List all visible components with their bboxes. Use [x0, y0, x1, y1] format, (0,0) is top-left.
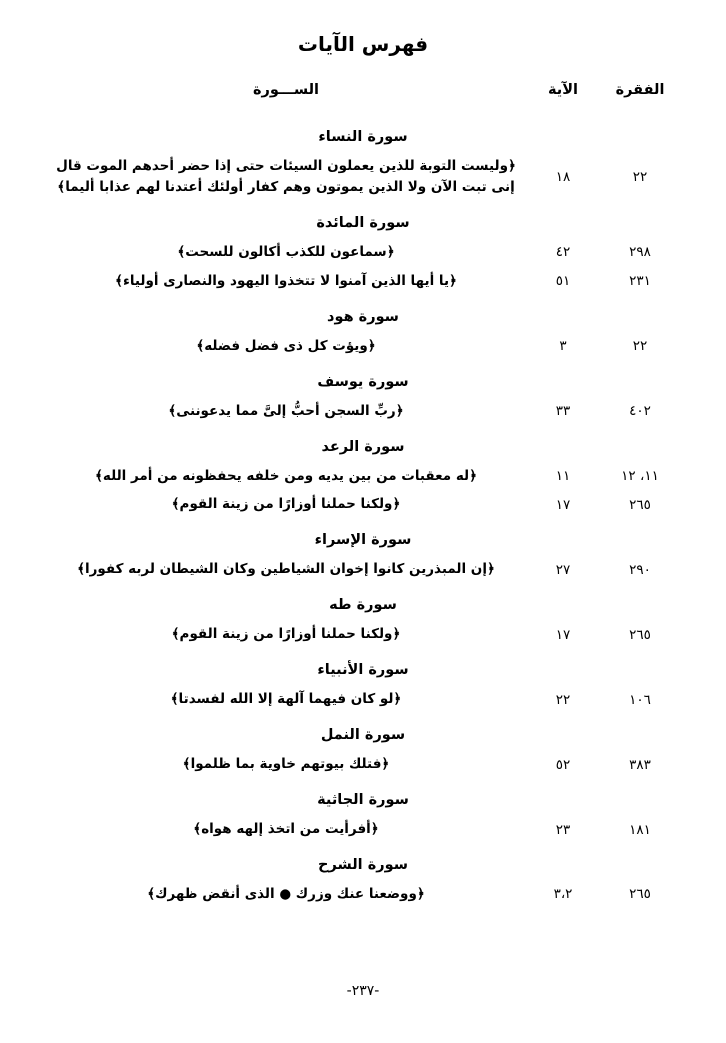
verse-text: ﴿له معقبات من بين يديه ومن خلفه يحفظونه من أمر الله﴾	[95, 467, 477, 484]
table-header-row	[40, 82, 686, 116]
table-row	[40, 238, 686, 267]
sura-heading: سورة يوسف	[317, 373, 409, 390]
sura-heading-row	[40, 296, 686, 332]
aya-number: ١٧	[555, 496, 571, 513]
sura-heading: سورة هود	[327, 308, 399, 325]
page-number: -٢٣٧-	[346, 983, 380, 999]
aya-number: ١١	[555, 467, 571, 484]
aya-number: ٥١	[555, 273, 571, 290]
aya-number: ٥٢	[555, 756, 571, 773]
paragraph-number: ٢٦٥	[629, 626, 651, 643]
table-row	[40, 685, 686, 714]
sura-heading: سورة الشرح	[318, 856, 408, 873]
sura-heading-row	[40, 844, 686, 880]
paragraph-number: ١٨١	[629, 821, 651, 838]
paragraph-number: ٢٩٠	[629, 561, 651, 578]
paragraph-number: ٢٩٨	[629, 244, 651, 261]
sura-heading: سورة الأنبياء	[317, 662, 409, 679]
sura-heading-row	[40, 584, 686, 620]
paragraph-number: ٣٨٣	[629, 756, 651, 773]
verse-text: ﴿إن المبذرين كانوا إخوان الشياطين وكان الشيطان لربه كفورا﴾	[77, 561, 495, 578]
sura-heading-row	[40, 116, 686, 152]
aya-number: ٢٣	[555, 821, 571, 838]
table-body	[40, 116, 686, 909]
aya-number: ٤٢	[555, 244, 571, 261]
table-row	[40, 555, 686, 584]
column-header-paragraph: الفقرة	[615, 82, 665, 98]
aya-number: ١٨	[555, 168, 571, 185]
paragraph-number: ٢٦٥	[629, 886, 651, 903]
paragraph-number: ٢٢	[632, 168, 648, 185]
table-row	[40, 332, 686, 361]
sura-heading: سورة الإسراء	[314, 532, 412, 549]
verse-text: ﴿ولكنا حملنا أوزارًا من زينة القوم﴾	[171, 626, 401, 643]
table-row	[40, 267, 686, 296]
table-row	[40, 462, 686, 491]
sura-heading-row	[40, 779, 686, 815]
table-row	[40, 750, 686, 779]
sura-heading: سورة الجاثية	[317, 792, 409, 809]
paragraph-number: ١٠٦	[629, 691, 651, 708]
table-row	[40, 490, 686, 519]
table-head	[40, 82, 686, 116]
verse-text: ﴿يا أيها الذين آمنوا لا تتخذوا اليهود والنصارى أولياء﴾	[115, 272, 457, 289]
paragraph-number: ٢٦٥	[629, 496, 651, 513]
sura-heading-row	[40, 426, 686, 462]
verse-text: ﴿سماعون للكذب أكالون للسحت﴾	[177, 243, 395, 260]
paragraph-number: ٢٣١	[629, 273, 651, 290]
verse-text-line-2: إنى تبت الآن ولا الذين يموتون وهم كفار أولئك أعتدنا لهم عذابا أليما﴾	[57, 178, 515, 195]
verse-text: ﴿لو كان فيهما آلهة إلا الله لفسدتا﴾	[170, 691, 402, 708]
sura-heading: سورة المائدة	[316, 214, 410, 231]
verse-text: ﴿ويؤت كل ذى فضل فضله﴾	[196, 337, 376, 354]
sura-heading: سورة طه	[329, 597, 397, 614]
verse-text: ﴿فتلك بيوتهم خاوية بما ظلموا﴾	[182, 756, 390, 773]
verse-text: ﴿ولكنا حملنا أوزارًا من زينة القوم﴾	[171, 496, 401, 513]
sura-heading: سورة النمل	[320, 727, 406, 744]
column-header-sura: الســـورة	[252, 82, 320, 98]
sura-heading: سورة النساء	[318, 129, 408, 145]
table-row	[40, 397, 686, 426]
verse-text	[40, 152, 532, 202]
column-header-aya: الآية	[547, 82, 578, 98]
sura-heading-row	[40, 649, 686, 685]
sura-heading-row	[40, 202, 686, 238]
page-title: فهرس الآيات	[297, 32, 429, 56]
verse-text: ﴿أفرأيت من اتخذ إلهه هواه﴾	[193, 821, 379, 838]
verse-text-line-1: ﴿وليست التوبة للذين يعملون السيئات حتى إذا حضر أحدهم الموت قال	[56, 158, 516, 174]
table-row	[40, 815, 686, 844]
paragraph-number: ٤٠٢	[629, 403, 651, 420]
sura-heading-row	[40, 361, 686, 397]
aya-number: ٢٢	[555, 691, 571, 708]
table-row	[40, 152, 686, 202]
sura-heading-row	[40, 519, 686, 555]
verse-text: ﴿ربِّ السجن أحبُّ إلىَّ مما يدعوننى﴾	[168, 402, 404, 419]
paragraph-number: ١١، ١٢	[621, 467, 659, 484]
aya-number: ٣،٢	[553, 886, 573, 903]
paragraph-number: ٢٢	[632, 338, 648, 355]
sura-heading: سورة الرعد	[321, 438, 405, 455]
sura-heading-row	[40, 714, 686, 750]
aya-number: ١٧	[555, 626, 571, 643]
table-row	[40, 620, 686, 649]
verse-index-table	[40, 82, 686, 909]
verse-text: ﴿ووضعنا عنك وزرك ● الذى أنقض ظهرك﴾	[147, 885, 425, 902]
aya-number: ٢٧	[555, 561, 571, 578]
table-row	[40, 880, 686, 909]
aya-number: ٣	[559, 338, 567, 355]
aya-number: ٣٣	[555, 403, 571, 420]
